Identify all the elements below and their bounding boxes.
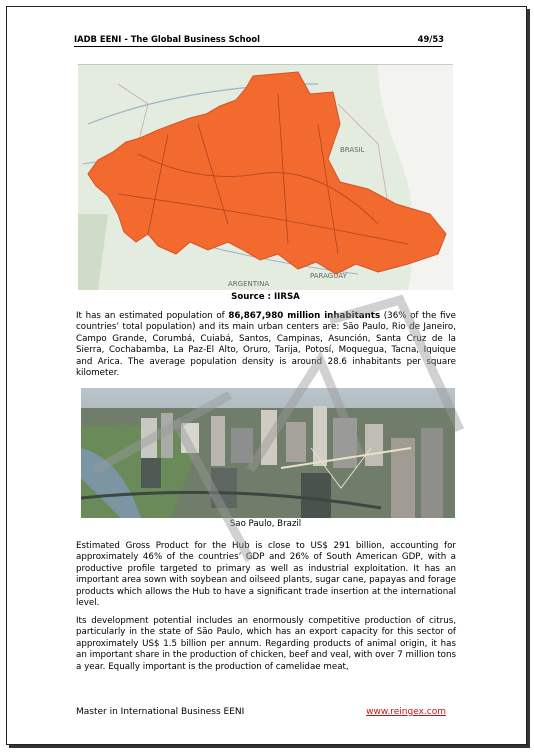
hub-map-image (78, 64, 453, 290)
reingex-link[interactable]: www.reingex.com (366, 707, 446, 717)
map-caption: Source : IIRSA (231, 292, 300, 302)
map-label-brasil: BRASIL (340, 146, 365, 154)
page-number: 49/53 (417, 34, 444, 44)
header-divider (74, 46, 442, 47)
population-details: (36% of the five countries’ total population) and its main urban centers are: São Paulo, Rio de Janeiro, Campo Grande, Corumbá, Cuiabá, Santos, Campinas, Asunción, Santa Cruz de la Sierra, Cochabamba, La Paz-El Alto, Oruro, Tarija, Potosí, Moquegua, Tacna, Iquique and Arica. The average population density is around 28.6 inhabitants per square kilometer. (76, 311, 456, 379)
header-title: IADB EENI - The Global Business School (74, 34, 260, 44)
map-label-argentina: ARGENTINA (228, 280, 270, 288)
footer-title: Master in International Business EENI (76, 707, 245, 717)
population-intro: It has an estimated population of (76, 311, 229, 321)
gdp-paragraph: Estimated Gross Product for the Hub is close to US$ 291 billion, accounting for approximately 46% of the countries’ GDP and 26% of South American GDP, with a productive profile targeted to primary as well as industrial exploitation. It has an important area sown with soybean and oilseed plants, sugar cane, papayas and forage products which allows the Hub to have a significant trade insertion at the international level. (76, 541, 456, 609)
sao-paulo-photo (81, 388, 455, 518)
photo-caption: Sao Paulo, Brazil (229, 519, 302, 529)
map-label-paraguay: PARAGUAY (310, 272, 347, 280)
population-figure: 86,867,980 million inhabitants (228, 311, 381, 321)
development-paragraph: Its development potential includes an enormously competitive production of citrus, particularly in the state of São Paulo, which has an export capacity for this sector of approximately US$ 1.5 billion per annum. Regarding products of animal origin, it has an important share in the production of chicken, beef and veal, with over 7 million tons a year. Equally important is the production of camelidae meat, (76, 616, 456, 672)
population-paragraph (76, 311, 456, 379)
